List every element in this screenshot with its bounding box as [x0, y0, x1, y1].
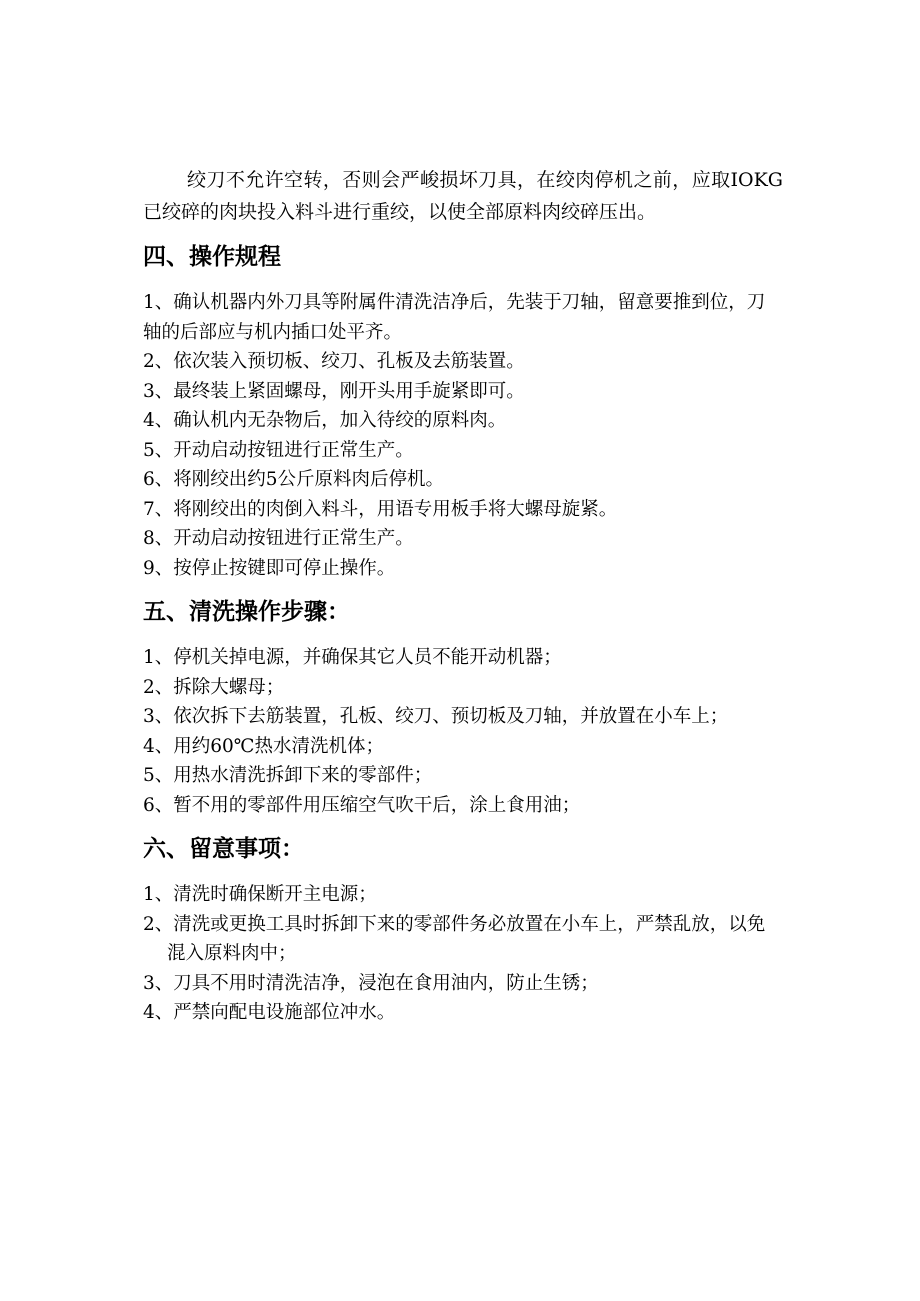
section-heading-notes: 六、留意事项： — [143, 836, 304, 862]
intro-paragraph — [143, 164, 783, 228]
list-item: 1、确认机器内外刀具等附属件清洗洁净后，先装于刀轴，留意要推到位，刀轴的后部应与机内插口处平齐。 — [143, 292, 766, 343]
section-heading-cleaning: 五、清洗操作步骤： — [143, 599, 350, 625]
list-item: 2、清洗或更换工具时拆卸下来的零部件务必放置在小车上，严禁乱放，以免混入原料肉中； — [143, 913, 766, 964]
list-item: 5、开动启动按钮进行正常生产。 — [143, 439, 414, 461]
list-item: 1、停机关掉电源，并确保其它人员不能开动机器； — [143, 647, 562, 668]
list-item: 3、依次拆下去筋装置，孔板、绞刀、预切板及刀轴，并放置在小车上； — [143, 706, 729, 727]
list-item: 4、严禁向配电设施部位冲水。 — [143, 1002, 396, 1023]
list-item: 6、将刚绞出约5公斤原料肉后停机。 — [143, 469, 445, 490]
list-item: 4、确认机内无杂物后，加入待绞的原料肉。 — [143, 410, 507, 431]
list-item: 3、刀具不用时清洗洁净，浸泡在食用油内，防止生锈； — [143, 972, 599, 994]
document-page — [143, 164, 783, 1028]
list-item: 3、最终装上紧固螺母，刚开头用手旋紧即可。 — [143, 380, 525, 402]
list-item: 2、依次装入预切板、绞刀、孔板及去筋装置。 — [143, 351, 525, 372]
list-item: 6、暂不用的零部件用压缩空气吹干后，涂上食用油； — [143, 794, 581, 816]
notes-list — [143, 880, 783, 1028]
list-item: 9、按停止按键即可停止操作。 — [143, 557, 396, 579]
list-item: 4、用约60℃热水清洗机体； — [143, 735, 385, 757]
list-item: 7、将刚绞出的肉倒入料斗，用语专用板手将大螺母旋紧。 — [143, 498, 618, 520]
operation-steps-list — [143, 288, 783, 583]
list-item: 2、拆除大螺母； — [143, 676, 285, 698]
list-item: 5、用热水清洗拆卸下来的零部件； — [143, 765, 433, 786]
list-item: 1、清洗时确保断开主电源； — [143, 884, 377, 905]
section-heading-operation: 四、操作规程 — [143, 244, 281, 270]
intro-line-2: 已绞碎的肉块投入料斗进行重绞，以使全部原料肉绞碎压出。 — [143, 201, 657, 223]
intro-line-1: 绞刀不允许空转，否则会严峻损坏刀具，在绞肉停机之前，应取IOKG — [187, 169, 783, 191]
cleaning-steps-list — [143, 643, 783, 820]
list-item: 8、开动启动按钮进行正常生产。 — [143, 528, 414, 549]
